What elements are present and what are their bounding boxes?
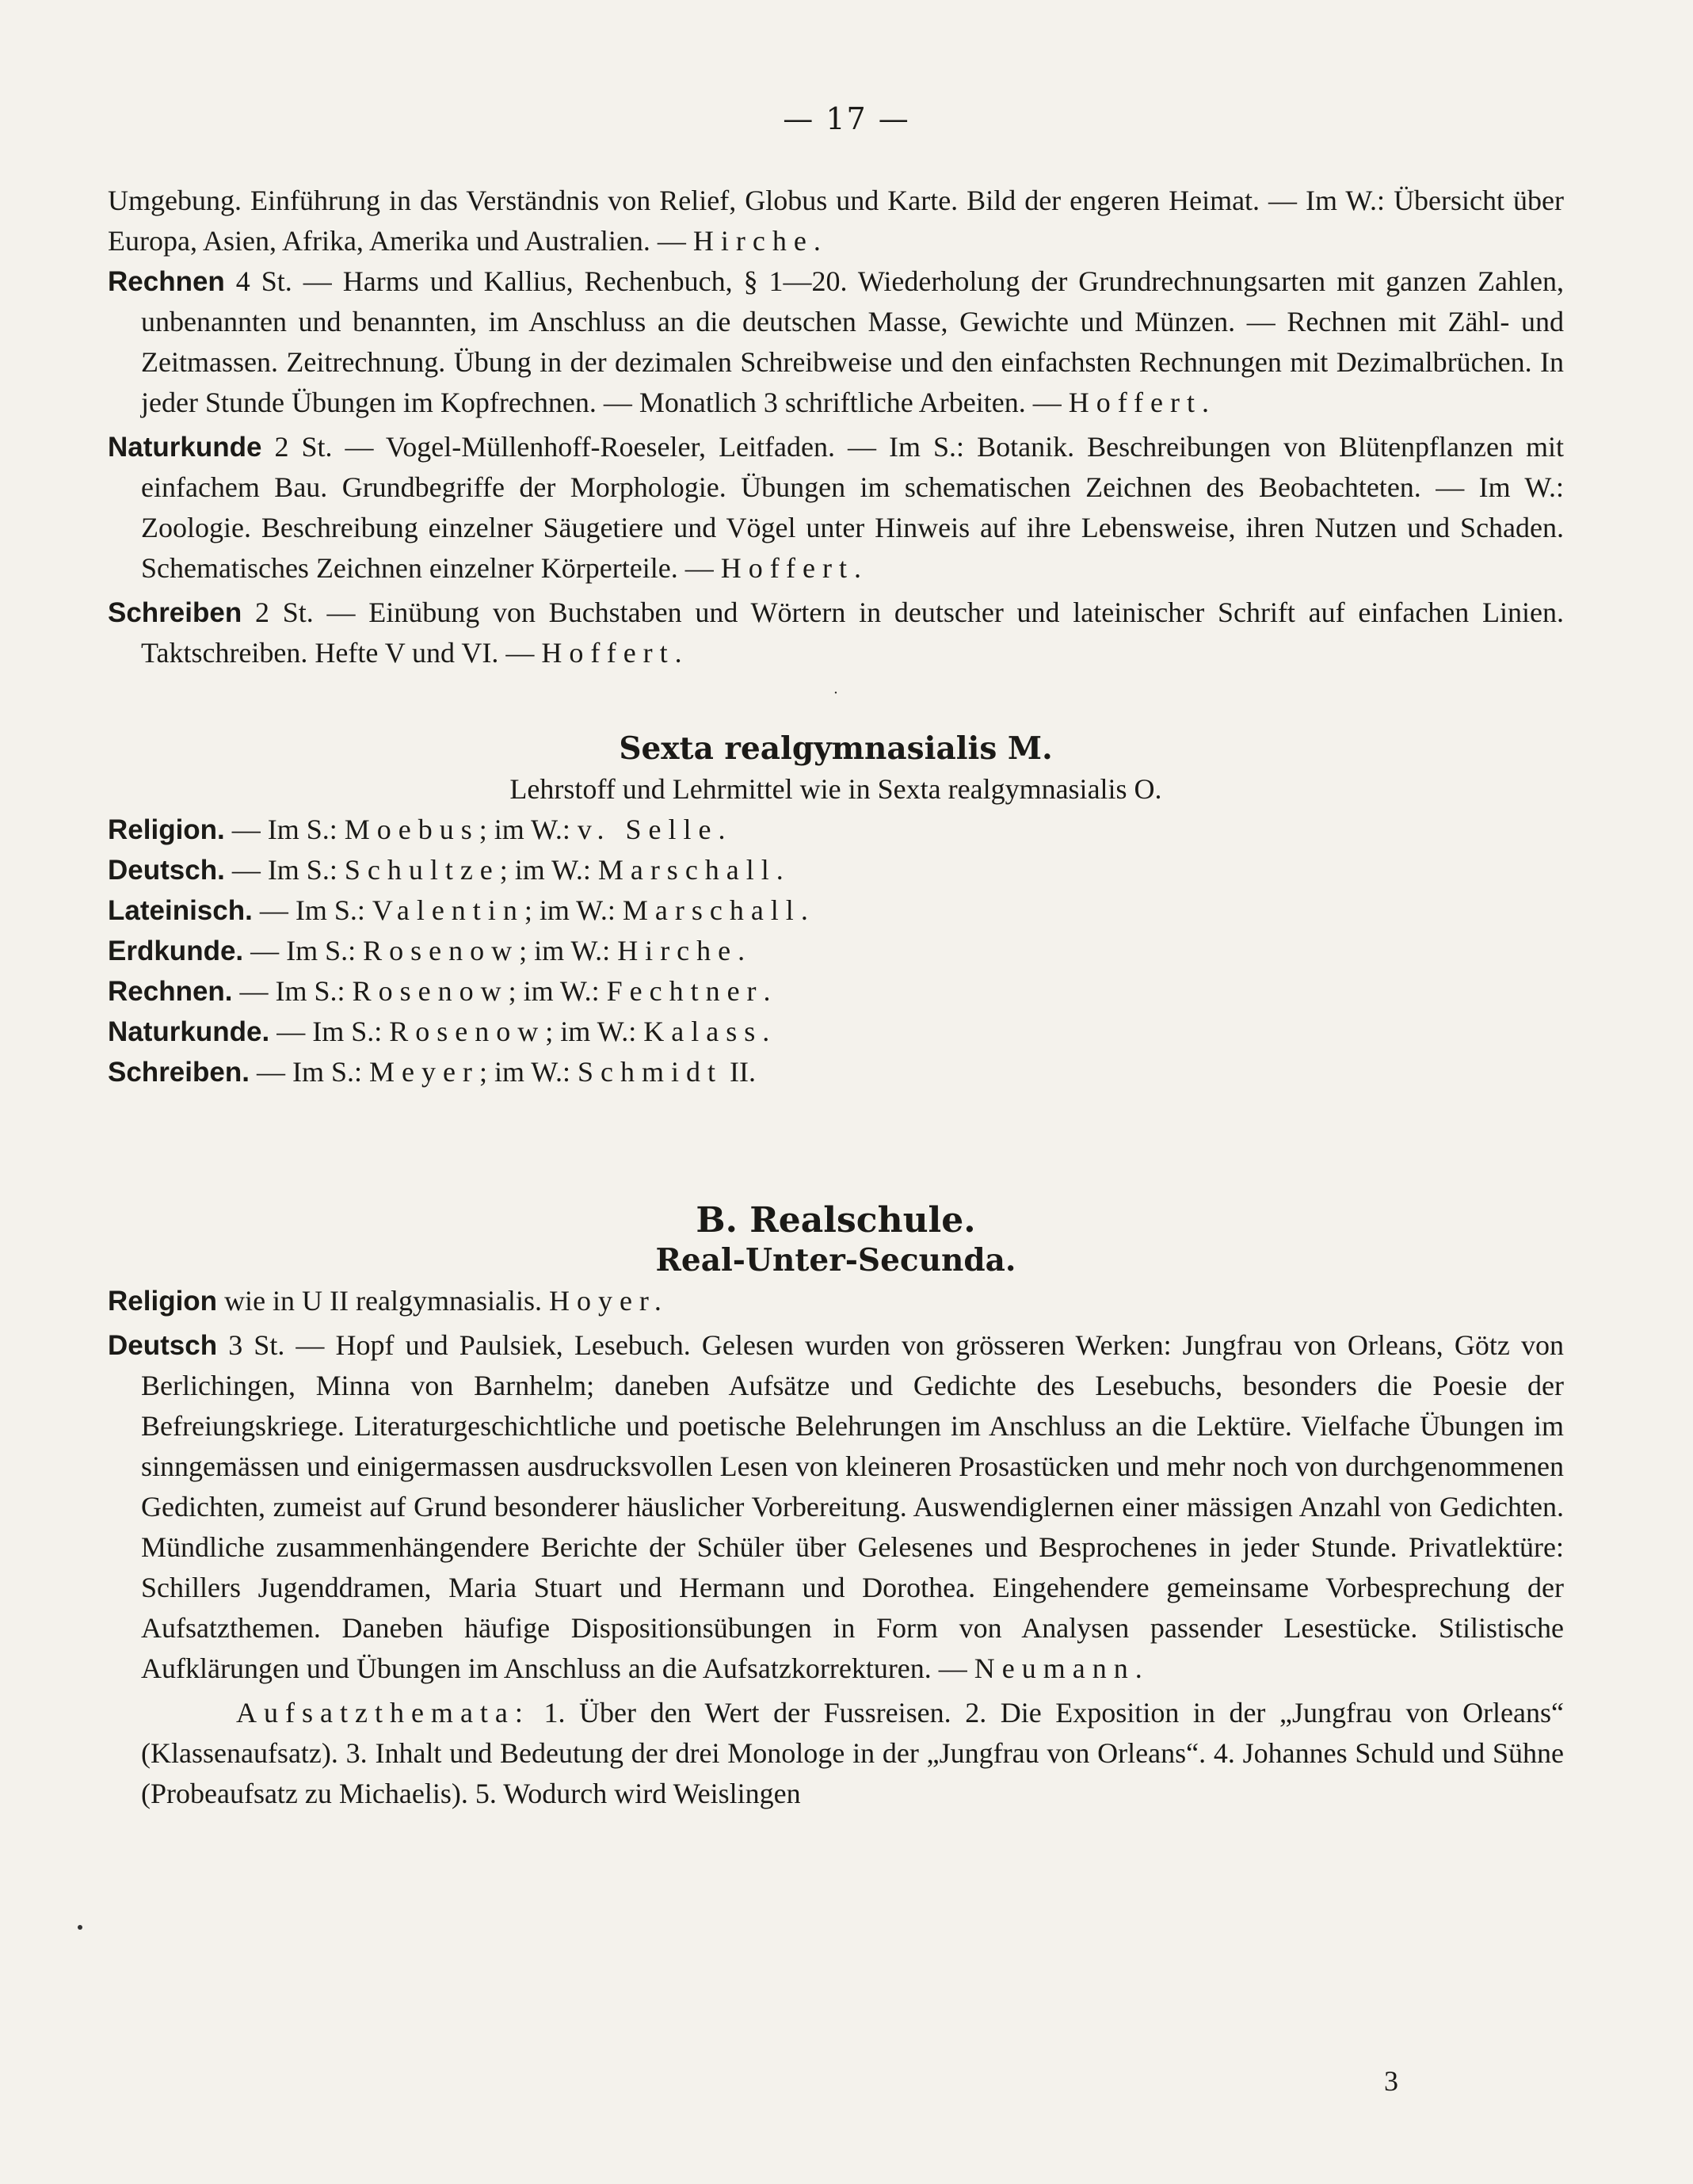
list-item: [108, 890, 1564, 931]
erdkunde-text: Umgebung. Einführung in das Verständnis von Relief, Globus und Karte. Bild der engeren Heimat. — Im W.: Übersicht über Europa, Asien, Afrika, Amerika und Australien. —: [108, 185, 1564, 257]
term-label: ; im W.:: [519, 935, 618, 966]
term-label: — Im S.:: [224, 854, 345, 886]
list-item: [108, 1052, 1564, 1092]
margin-dot: [78, 1925, 82, 1930]
term-label: — Im S.:: [232, 975, 353, 1007]
teacher-name: Valentin: [372, 894, 524, 926]
term-label: — Im S.:: [249, 1056, 369, 1088]
entry-schreiben: [108, 593, 1564, 673]
punctuation: .: [738, 935, 745, 966]
teacher-name: Hoffert.: [541, 637, 689, 669]
sexta-teacher-list: [108, 810, 1564, 1092]
subject-label: Schreiben: [108, 597, 242, 628]
spacer: [108, 1092, 1564, 1200]
entry-text: 2 St. — Einübung von Buchstaben und Wörtern in deutscher und lateinischer Schrift auf einfachen Linien. Taktschreiben. Hefte V und VI. —: [141, 597, 1564, 669]
punctuation: .: [718, 814, 726, 845]
subject-label: Naturkunde: [108, 432, 262, 463]
teacher-name: Meyer: [368, 1056, 479, 1088]
term-label: ; im W.:: [545, 1016, 644, 1047]
subject-label: Rechnen: [108, 266, 225, 297]
teacher-name: v. Selle: [577, 814, 719, 845]
term-label: — Im S.:: [252, 894, 372, 926]
subject-label: Erdkunde.: [108, 936, 244, 966]
page-number: — 17 —: [783, 101, 910, 136]
entry-text: 4 St. — Harms und Kallius, Rechenbuch, § 1—20. Wiederholung der Grundrechnungsarten mit ganzen Zahlen, unbenannten und benannten, im Anschluss an die deutschen Masse, Gewichte und Münzen. — Rechnen mit Zähl- und Zeitmassen. Zeitrechnung. Übung in der dezimalen Schreibweise und den einfachsten Rechnungen mit Dezimalbrüchen. In jeder Stunde Übungen im Kopfrechnen. — Monatlich 3 schriftliche Arbeiten. —: [141, 265, 1564, 418]
section-heading-realschule: B. Realschule.: [696, 1200, 976, 1241]
teacher-name: Kalass: [643, 1016, 763, 1047]
teacher-name: Rosenow: [352, 975, 509, 1007]
teacher-name: Hoyer.: [548, 1285, 669, 1317]
term-label: — Im S.:: [224, 814, 345, 845]
term-label: ; im W.:: [508, 975, 607, 1007]
term-label: — Im S.:: [269, 1016, 390, 1047]
signature-mark: 3: [1384, 2065, 1398, 2097]
term-label: ; im W.:: [499, 854, 598, 886]
list-item: [108, 931, 1564, 971]
punctuation: .: [763, 975, 771, 1007]
entry-naturkunde: [108, 427, 1564, 589]
teacher-name: Rosenow: [389, 1016, 546, 1047]
list-item: [108, 850, 1564, 890]
teacher-name: Hoffert.: [720, 552, 868, 584]
page-body: [108, 181, 1564, 1814]
teacher-name: Schultze: [344, 854, 500, 886]
subject-label: Naturkunde.: [108, 1016, 270, 1047]
list-item: [108, 971, 1564, 1012]
aufsatzthemata: [108, 1693, 1564, 1814]
section-subheading-sexta: Lehrstoff und Lehrmittel wie in Sexta realgymnasialis O.: [509, 773, 1162, 805]
teacher-name: Moebus: [344, 814, 479, 845]
teacher-name: Fechtner: [606, 975, 764, 1007]
subject-label: Deutsch.: [108, 855, 225, 886]
punctuation: II.: [722, 1056, 756, 1088]
teacher-name: Schmidt: [577, 1056, 723, 1088]
teacher-name: Rosenow: [363, 935, 520, 966]
entry-deutsch: [108, 1325, 1564, 1689]
subject-label: Rechnen.: [108, 976, 233, 1007]
themata-label: Aufsatzthemata:: [236, 1697, 530, 1729]
section-dot: ·: [833, 684, 839, 702]
subject-label: Religion.: [108, 814, 225, 845]
punctuation: .: [800, 894, 808, 926]
subject-label: Schreiben.: [108, 1057, 250, 1088]
subject-label: Religion: [108, 1286, 218, 1317]
entry-text: 2 St. — Vogel-Müllenhoff-Roeseler, Leitfaden. — Im S.: Botanik. Beschreibungen von Blütenpflanzen mit einfachem Bau. Grundbegriffe der Morphologie. Übungen im schematischen Zeichnen des Beobachteten. — Im W.: Zoologie. Beschreibung einzelner Säugetiere und Vögel unter Hinweis auf ihre Lebensweise, ihren Nutzen und Schaden. Schematisches Zeichnen einzelner Körperteile. —: [141, 431, 1564, 584]
entry-rechnen: [108, 261, 1564, 423]
term-label: ; im W.:: [479, 1056, 578, 1088]
punctuation: .: [762, 1016, 770, 1047]
entry-religion: [108, 1281, 1564, 1321]
teacher-name: Hoffert.: [1068, 387, 1216, 418]
subject-label: Lateinisch.: [108, 895, 253, 926]
teacher-name: Hirche.: [692, 225, 828, 257]
entry-text: 3 St. — Hopf und Paulsiek, Lesebuch. Gelesen wurden von grösseren Werken: Jungfrau von Orleans, Götz von Berlichingen, Minna von Barnhelm; daneben Aufsätze und Gedichte des Lesebuchs, besonders die Poesie der Befreiungskriege. Literaturgeschichtliche und poetische Belehrungen im Anschluss an die Lektüre. Vielfache Übungen im sinngemässen und einigermassen ausdrucksvollen Lesen von kleineren Prosastücken und mehr noch von durchgenommenen Gedichten, zumeist auf Grund besonderer häuslicher Vorbereitung. Auswendiglernen einer mässigen Anzahl von Gedichten. Mündliche zusammenhängendere Berichte der Schüler über Gelesenes und Besprochenes in jeder Stunde. Privatlektüre: Schillers Jugenddramen, Maria Stuart und Hermann und Dorothea. Eingehendere gemeinsame Vorbesprechung der Aufsatzthemen. Daneben häufige Dispositionsübungen in Form von Analysen passender Lesestücke. Stilistische Aufklärungen und Übungen im Anschluss an die Aufsatzkorrekturen. —: [141, 1329, 1564, 1684]
term-label: ; im W.:: [479, 814, 578, 845]
list-item: [108, 1012, 1564, 1052]
section-subheading-real-unter-secunda: Real-Unter-Secunda.: [655, 1242, 1016, 1279]
entry-text: wie in U II realgymnasialis.: [217, 1285, 549, 1317]
subject-label: Deutsch: [108, 1330, 218, 1361]
teacher-name: Marschall: [622, 894, 801, 926]
term-label: — Im S.:: [243, 935, 364, 966]
section-heading-sexta: Sexta realgymnasialis M.: [619, 730, 1053, 767]
erdkunde-continuation: [108, 181, 1564, 261]
teacher-name: Neumann.: [974, 1652, 1150, 1684]
themata-text: 1. Über den Wert der Fussreisen. 2. Die Exposition in der „Jungfrau von Orleans“ (Klassenaufsatz). 3. Inhalt und Bedeutung der drei Monologe in der „Jungfrau von Orleans“. 4. Johannes Schuld und Sühne (Probeaufsatz zu Michaelis). 5. Wodurch wird Weislingen: [141, 1697, 1564, 1809]
punctuation: .: [776, 854, 784, 886]
term-label: ; im W.:: [524, 894, 623, 926]
list-item: [108, 810, 1564, 850]
teacher-name: Hirche: [617, 935, 738, 966]
teacher-name: Marschall: [597, 854, 776, 886]
